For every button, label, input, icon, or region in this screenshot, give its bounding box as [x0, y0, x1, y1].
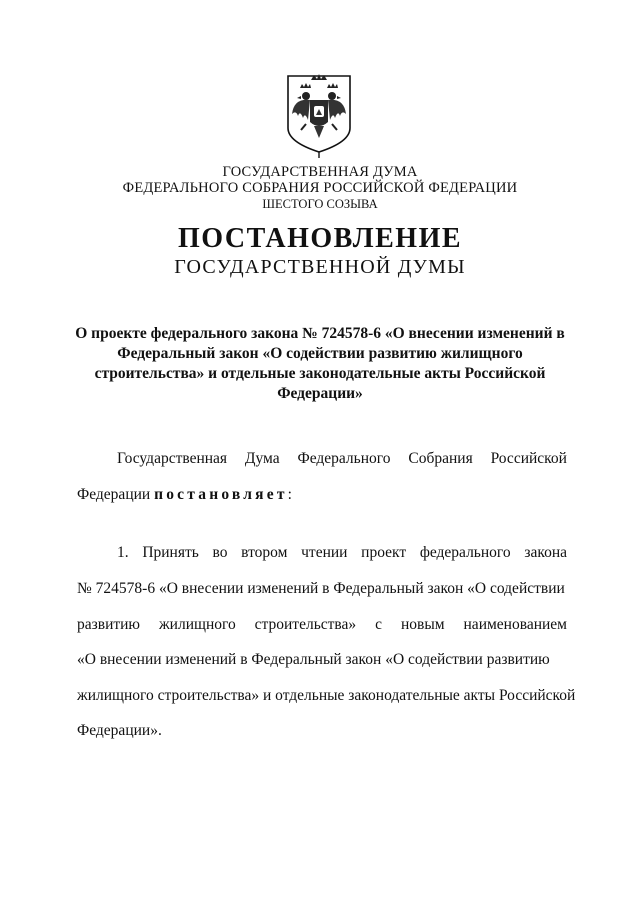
- clause-word: Принять: [142, 544, 199, 561]
- clause1-line-4: «О внесении изменений в Федеральный закон «О содействии развитию: [77, 651, 550, 668]
- header-duma: ГОСУДАРСТВЕННАЯ ДУМА: [222, 164, 418, 180]
- clause1-line-6: Федерации».: [77, 722, 162, 739]
- preamble-word: Государственная: [117, 450, 228, 467]
- preamble-line-2: [77, 486, 292, 504]
- clause-word: строительства»: [254, 616, 357, 633]
- preamble-line-1: [117, 450, 567, 468]
- clause-word: жилищного: [158, 616, 236, 633]
- header-convocation: ШЕСТОГО СОЗЫВА: [262, 197, 378, 211]
- clause-word: федерального: [419, 544, 511, 561]
- subject-line: строительства» и отдельные законодательные акты Российской: [94, 365, 546, 382]
- document-subtitle: ГОСУДАРСТВЕННОЙ ДУМЫ: [174, 256, 466, 278]
- clause-word: во: [212, 544, 228, 561]
- clause-word: с: [375, 616, 383, 633]
- preamble-word: Федерального: [297, 450, 391, 467]
- clause-word: наименованием: [463, 616, 567, 633]
- clause-word: 1.: [117, 544, 129, 561]
- clause1-line-2: № 724578-6 «О внесении изменений в Федеральный закон «О содействии: [77, 580, 565, 597]
- subject-line: Федерации»: [277, 385, 363, 402]
- subject-heading: [70, 324, 570, 404]
- subject-line: Федеральный закон «О содействии развитию жилищного: [117, 345, 523, 362]
- clause-word: закона: [524, 544, 567, 561]
- preamble-colon: :: [287, 486, 292, 503]
- clause1-line-3: [77, 616, 567, 634]
- clause1-line-5: жилищного строительства» и отдельные законодательные акты Российской: [77, 687, 576, 704]
- preamble-word: Собрания: [408, 450, 473, 467]
- coat-of-arms-icon: [280, 70, 358, 158]
- preamble-word: Российской: [490, 450, 567, 467]
- clause-word: новым: [400, 616, 445, 633]
- clause-word: развитию: [77, 616, 141, 633]
- clause-word: чтении: [301, 544, 348, 561]
- clause-word: проект: [361, 544, 407, 561]
- document-title: ПОСТАНОВЛЕНИЕ: [177, 223, 463, 254]
- header-federal-assembly: ФЕДЕРАЛЬНОГО СОБРАНИЯ РОССИЙСКОЙ ФЕДЕРАЦИИ: [122, 180, 518, 196]
- preamble-word: Дума: [244, 450, 280, 467]
- clause1-line-1: [117, 544, 567, 562]
- preamble-federation: Федерации: [77, 486, 151, 503]
- resolves-word: постановляет: [154, 486, 288, 503]
- subject-line: О проекте федерального закона № 724578-6 «О внесении изменений в: [75, 325, 565, 342]
- clause-word: втором: [241, 544, 288, 561]
